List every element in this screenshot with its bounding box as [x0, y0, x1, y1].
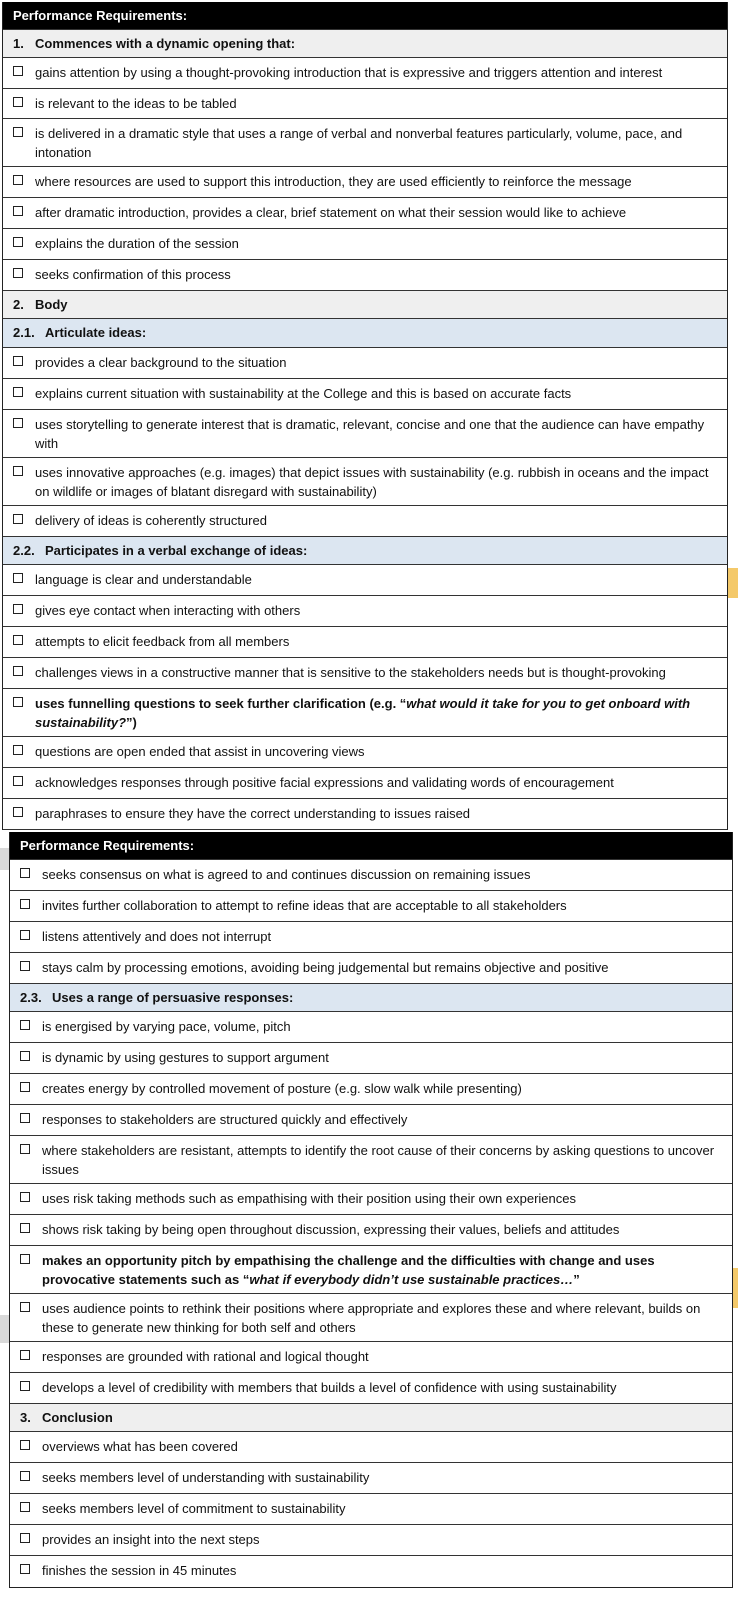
item-text-italic: what would it take for you to get onboard with sustainability? — [35, 696, 691, 730]
background-fragment — [0, 1315, 9, 1343]
checkbox[interactable] — [13, 666, 23, 676]
checklist-item — [10, 1556, 732, 1587]
checklist-item — [10, 1215, 732, 1246]
item-text: finishes the session in 45 minutes — [42, 1563, 237, 1578]
item-text: uses risk taking methods such as empathising with their position using their own experiences — [42, 1191, 576, 1206]
checkbox[interactable] — [20, 868, 30, 878]
item-text: gives eye contact when interacting with others — [35, 603, 301, 618]
item-text: is delivered in a dramatic style that uses a range of verbal and nonverbal features particularly, volume, pace, and intonation — [35, 126, 683, 160]
checkbox[interactable] — [13, 127, 23, 137]
checkbox[interactable] — [20, 961, 30, 971]
subsection-number: 2.1. — [13, 325, 35, 340]
subsection-title: Participates in a verbal exchange of ideas: — [45, 543, 308, 558]
item-text: is energised by varying pace, volume, pitch — [42, 1019, 291, 1034]
checklist-item — [10, 1074, 732, 1105]
item-text-part: makes an opportunity pitch by empathising the challenge and the difficulties with change and uses provocative statements such as “ — [42, 1253, 655, 1287]
checkbox[interactable] — [20, 1533, 30, 1543]
section-number: 1. — [13, 36, 24, 51]
checkbox[interactable] — [13, 466, 23, 476]
checklist-item — [3, 167, 727, 198]
item-text: explains the duration of the session — [35, 236, 239, 251]
checklist-item — [10, 1525, 732, 1556]
checklist-item — [3, 58, 727, 89]
checklist-item — [3, 410, 727, 458]
item-text: develops a level of credibility with members that builds a level of confidence with using sustainability — [42, 1380, 617, 1395]
checkbox[interactable] — [13, 387, 23, 397]
requirements-sheet-1 — [2, 2, 728, 830]
checklist-item — [10, 1043, 732, 1074]
checkbox[interactable] — [13, 635, 23, 645]
subsection-2-3-heading — [10, 984, 732, 1012]
checklist-item — [3, 799, 727, 830]
item-text: is dynamic by using gestures to support argument — [42, 1050, 329, 1065]
item-text-part: ”) — [126, 715, 137, 730]
item-text: delivery of ideas is coherently structured — [35, 513, 267, 528]
checklist-item — [3, 565, 727, 596]
item-text: creates energy by controlled movement of posture (e.g. slow walk while presenting) — [42, 1081, 522, 1096]
checklist-item — [10, 860, 732, 891]
item-text: gains attention by using a thought-provoking introduction that is expressive and triggers attention and interest — [35, 65, 663, 80]
item-text: shows risk taking by being open throughout discussion, expressing their values, beliefs and attitudes — [42, 1222, 620, 1237]
item-text-italic: what if everybody didn’t use sustainable practices… — [249, 1272, 574, 1287]
item-text: listens attentively and does not interrupt — [42, 929, 272, 944]
requirements-sheet-2 — [9, 832, 733, 1588]
checklist-item — [10, 1136, 732, 1184]
item-text — [42, 1250, 724, 1289]
item-text: explains current situation with sustainability at the College and this is based on accurate facts — [35, 386, 572, 401]
checklist-item — [10, 1373, 732, 1404]
item-text: seeks consensus on what is agreed to and continues discussion on remaining issues — [42, 867, 531, 882]
checkbox[interactable] — [20, 1471, 30, 1481]
header-text: Performance Requirements: — [20, 838, 195, 853]
checkbox[interactable] — [20, 1302, 30, 1312]
item-text: language is clear and understandable — [35, 572, 252, 587]
checkbox[interactable] — [20, 1223, 30, 1233]
checklist-item — [3, 348, 727, 379]
item-text: uses innovative approaches (e.g. images) that depict issues with sustainability (e.g. rubbish in oceans and the impact on wildlife or images of blatant disregard with sustainability) — [35, 465, 709, 499]
item-text: provides a clear background to the situation — [35, 355, 287, 370]
checkbox[interactable] — [13, 237, 23, 247]
item-text: provides an insight into the next steps — [42, 1532, 260, 1547]
checklist-item — [10, 1294, 732, 1342]
item-text: attempts to elicit feedback from all members — [35, 634, 290, 649]
checkbox[interactable] — [13, 206, 23, 216]
checklist-item — [10, 1246, 732, 1294]
checkbox[interactable] — [13, 356, 23, 366]
checkbox[interactable] — [20, 899, 30, 909]
item-text: paraphrases to ensure they have the correct understanding to issues raised — [35, 806, 471, 821]
performance-requirements-header — [10, 832, 732, 860]
checklist-item — [3, 689, 727, 737]
subsection-2-1-heading — [3, 319, 727, 348]
performance-requirements-header — [3, 2, 727, 30]
checklist-item — [10, 1494, 732, 1525]
item-text: seeks confirmation of this process — [35, 267, 231, 282]
item-text-part: ” — [573, 1272, 580, 1287]
item-text — [35, 693, 719, 732]
checklist-item — [10, 922, 732, 953]
section-2-heading — [3, 291, 727, 319]
item-text-part: uses funnelling questions to seek further clarification (e.g. “ — [35, 696, 407, 711]
header-text: Performance Requirements: — [13, 8, 188, 23]
checklist-item — [3, 119, 727, 167]
item-text: invites further collaboration to attempt to refine ideas that are acceptable to all stakeholders — [42, 898, 567, 913]
checkbox[interactable] — [20, 1564, 30, 1574]
checkbox[interactable] — [20, 1113, 30, 1123]
checklist-item — [3, 768, 727, 799]
section-title: Body — [35, 297, 68, 312]
section-title: Commences with a dynamic opening that: — [35, 36, 296, 51]
checklist-item — [3, 627, 727, 658]
checklist-item — [3, 658, 727, 689]
checklist-item — [10, 1184, 732, 1215]
checklist-item — [10, 891, 732, 922]
checkbox[interactable] — [20, 930, 30, 940]
subsection-title: Uses a range of persuasive responses: — [52, 990, 294, 1005]
checkbox[interactable] — [20, 1082, 30, 1092]
checkbox[interactable] — [13, 807, 23, 817]
checkbox[interactable] — [13, 776, 23, 786]
checklist-item — [10, 1432, 732, 1463]
item-text: after dramatic introduction, provides a clear, brief statement on what their session would like to achieve — [35, 205, 627, 220]
section-number: 2. — [13, 297, 24, 312]
checkbox[interactable] — [13, 604, 23, 614]
item-text: overviews what has been covered — [42, 1439, 238, 1454]
checkbox[interactable] — [20, 1051, 30, 1061]
section-3-heading — [10, 1404, 732, 1432]
checklist-item — [3, 458, 727, 506]
item-text: acknowledges responses through positive facial expressions and validating words of encouragement — [35, 775, 614, 790]
checkbox[interactable] — [13, 514, 23, 524]
checkbox[interactable] — [13, 268, 23, 278]
section-number: 3. — [20, 1410, 31, 1425]
checklist-item — [3, 260, 727, 291]
checkbox[interactable] — [13, 745, 23, 755]
item-text: where stakeholders are resistant, attempts to identify the root cause of their concerns by asking questions to uncover issues — [42, 1143, 715, 1177]
checkbox[interactable] — [20, 1381, 30, 1391]
item-text: responses are grounded with rational and logical thought — [42, 1349, 369, 1364]
item-text: is relevant to the ideas to be tabled — [35, 96, 237, 111]
checklist-item — [3, 229, 727, 260]
checkbox[interactable] — [13, 175, 23, 185]
checklist-item — [3, 379, 727, 410]
checklist-item — [10, 1342, 732, 1373]
checklist-item — [3, 89, 727, 119]
subsection-title: Articulate ideas: — [45, 325, 147, 340]
item-text: questions are open ended that assist in uncovering views — [35, 744, 365, 759]
checklist-item — [10, 953, 732, 984]
checkbox[interactable] — [20, 1440, 30, 1450]
item-text: seeks members level of commitment to sustainability — [42, 1501, 346, 1516]
checklist-item — [3, 596, 727, 627]
item-text: seeks members level of understanding with sustainability — [42, 1470, 370, 1485]
checkbox[interactable] — [20, 1020, 30, 1030]
subsection-2-2-heading — [3, 537, 727, 565]
item-text: stays calm by processing emotions, avoiding being judgemental but remains objective and positive — [42, 960, 609, 975]
checkbox[interactable] — [13, 97, 23, 107]
checkbox[interactable] — [20, 1144, 30, 1154]
background-fragment — [0, 848, 9, 870]
item-text: uses audience points to rethink their positions where appropriate and explores these and where relevant, builds on these to generate new thinking for both self and others — [42, 1301, 701, 1335]
checklist-item — [10, 1105, 732, 1136]
item-text: where resources are used to support this introduction, they are used efficiently to reinforce the message — [35, 174, 632, 189]
checklist-item — [3, 737, 727, 768]
section-1-heading — [3, 30, 727, 58]
checkbox[interactable] — [20, 1254, 30, 1264]
checklist-item — [10, 1463, 732, 1494]
checkbox[interactable] — [20, 1350, 30, 1360]
checkbox[interactable] — [20, 1502, 30, 1512]
section-title: Conclusion — [42, 1410, 113, 1425]
checklist-item — [3, 198, 727, 229]
item-text: uses storytelling to generate interest that is dramatic, relevant, concise and one that the audience can have empathy with — [35, 417, 705, 451]
item-text: responses to stakeholders are structured quickly and effectively — [42, 1112, 408, 1127]
subsection-number: 2.2. — [13, 543, 35, 558]
item-text: challenges views in a constructive manner that is sensitive to the stakeholders needs but is thought-provoking — [35, 665, 666, 680]
checkbox[interactable] — [13, 66, 23, 76]
checkbox[interactable] — [13, 573, 23, 583]
checklist-item — [3, 506, 727, 537]
subsection-number: 2.3. — [20, 990, 42, 1005]
checkbox[interactable] — [13, 697, 23, 707]
checkbox[interactable] — [20, 1192, 30, 1202]
checkbox[interactable] — [13, 418, 23, 428]
checklist-item — [10, 1012, 732, 1043]
